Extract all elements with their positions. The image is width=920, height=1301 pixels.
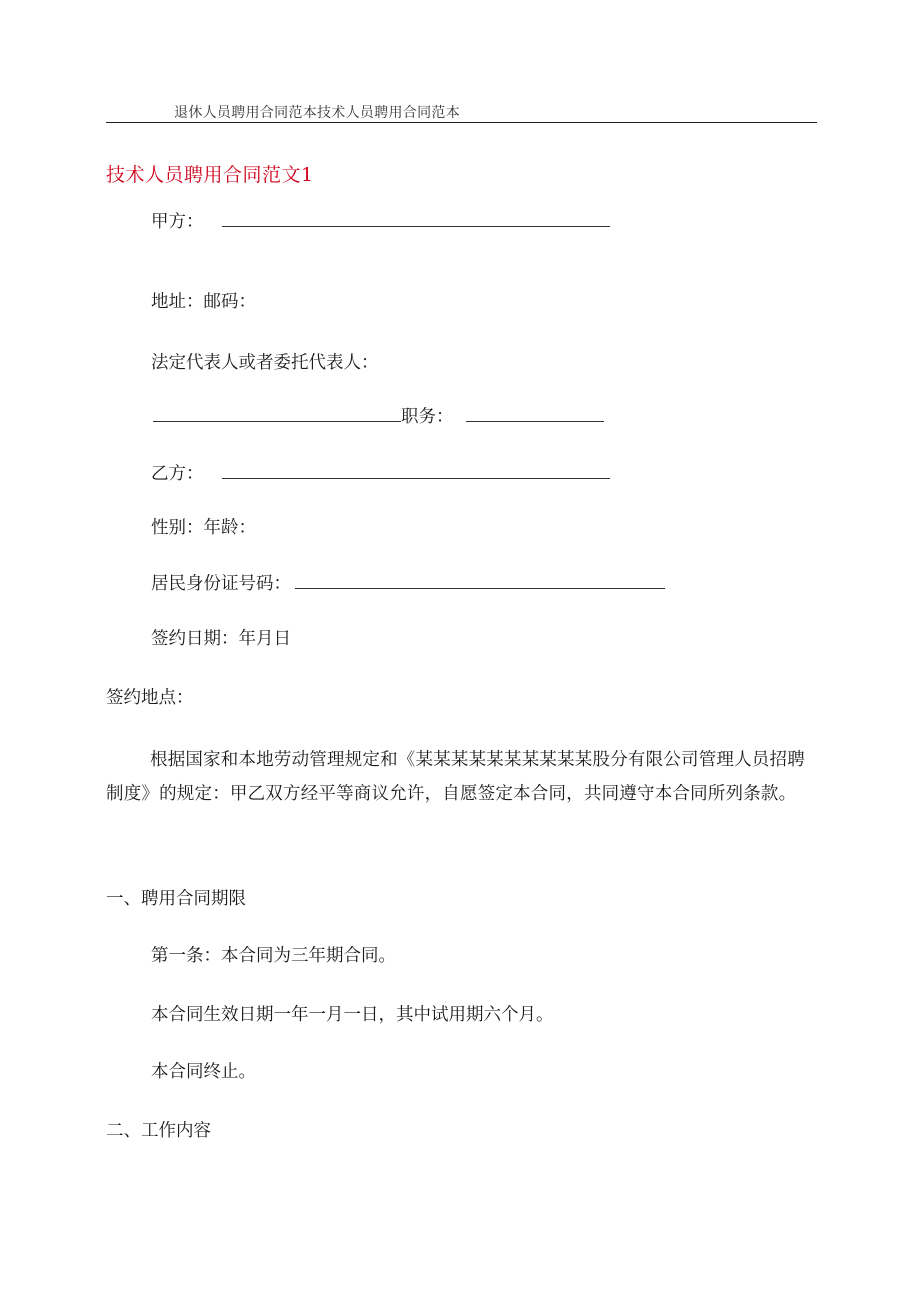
sign-place-line: 签约地点：	[106, 688, 194, 708]
section1-heading: 一、聘用合同期限	[106, 889, 246, 909]
party-b-blank	[222, 462, 610, 479]
representative-line: 法定代表人或者委托代表人：	[151, 353, 379, 373]
address-line: 地址：邮码：	[151, 292, 256, 312]
article1-line: 第一条：本合同为三年期合同。	[151, 946, 396, 966]
sign-date-line: 签约日期：年月日	[151, 629, 291, 649]
party-b-label: 乙方：	[151, 464, 204, 484]
effective-date-line: 本合同生效日期一年一月一日，其中试用期六个月。	[151, 1005, 554, 1025]
position-blank	[466, 405, 604, 422]
party-b-line	[151, 462, 610, 486]
party-a-blank	[222, 210, 610, 227]
document-title: 技术人员聘用合同范文1	[106, 164, 314, 186]
gender-age-line: 性别：年龄：	[151, 518, 256, 538]
id-label: 居民身份证号码：	[151, 574, 291, 594]
party-a-label: 甲方：	[151, 212, 204, 232]
page-header	[106, 100, 817, 123]
id-line	[151, 572, 665, 596]
position-line	[153, 405, 604, 429]
header-text: 退休人员聘用合同范本技术人员聘用合同范本	[174, 105, 460, 121]
position-label: 职务：	[401, 407, 454, 427]
termination-line: 本合同终止。	[151, 1062, 256, 1082]
representative-blank	[153, 405, 401, 422]
party-a-line	[151, 210, 610, 234]
section2-heading: 二、工作内容	[106, 1121, 211, 1141]
intro-paragraph: 根据国家和本地劳动管理规定和《某某某某某某某某某某股分有限公司管理人员招聘制度》的规定：甲乙双方经平等商议允许，自愿签定本合同，共同遵守本合同所列条款。	[106, 750, 805, 804]
id-blank	[295, 572, 665, 589]
